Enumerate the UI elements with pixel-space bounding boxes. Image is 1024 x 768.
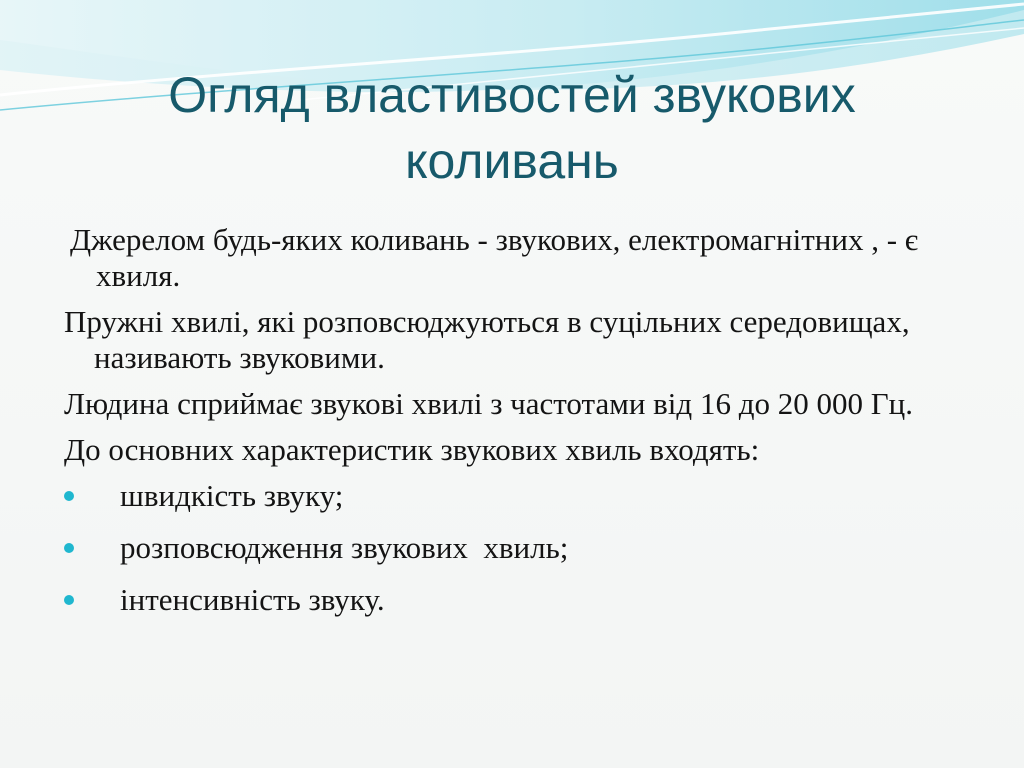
slide-title: Огляд властивостей звукових коливань (168, 67, 856, 189)
bullet-dot-icon (64, 595, 74, 605)
paragraph-characteristics-intro: До основних характеристик звукових хвиль входять: (64, 432, 760, 467)
paragraph-source-of-oscillations: Джерелом будь-яких коливань - звукових, електромагнітних , - є хвиля. (70, 222, 919, 293)
paragraph-elastic-waves: Пружні хвилі, які розповсюджуються в суцільних середовищах, називають звуковими. (64, 304, 910, 375)
bullet-text: розповсюдження звукових хвиль; (120, 530, 569, 565)
bullet-text: інтенсивність звуку. (120, 582, 385, 617)
bullet-item (64, 478, 964, 514)
bullet-item (64, 582, 964, 618)
bullet-dot-icon (64, 491, 74, 501)
paragraph-frequency-range: Людина сприймає звукові хвилі з частотами від 16 до 20 000 Гц. (64, 386, 913, 421)
bullet-item (64, 530, 964, 566)
bullet-dot-icon (64, 543, 74, 553)
bullet-text: швидкість звуку; (120, 478, 344, 513)
slide-body (64, 222, 964, 634)
